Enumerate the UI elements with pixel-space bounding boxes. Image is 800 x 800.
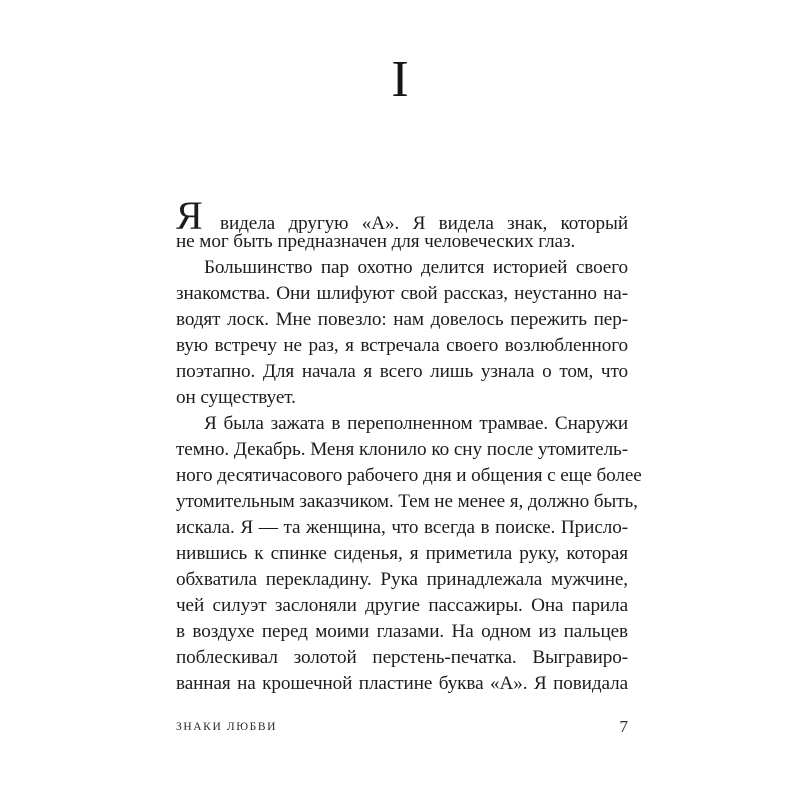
text-line: утомительным заказчиком. Тем не менее я, должно быть,	[176, 491, 638, 512]
text-line: поблескивал золотой перстень-печатка. Выгравиро-	[176, 647, 628, 668]
text-line: он существует.	[176, 387, 296, 408]
text-line: водят лоск. Мне повезло: нам довелось пережить пер-	[176, 309, 628, 330]
page-number: 7	[619, 717, 628, 736]
text-line: обхватила перекладину. Рука принадлежала мужчине,	[176, 569, 628, 590]
text-line	[176, 193, 628, 238]
text-line: Я была зажата в переполненном трамвае. Снаружи	[204, 413, 628, 434]
text-line: вую встречу не раз, я встречала своего возлюбленного	[176, 335, 628, 356]
chapter-number: I	[391, 51, 409, 108]
text-line: ного десятичасового рабочего дня и общения с еще более	[176, 465, 642, 486]
text-line-rest: видела другую «А». Я видела знак, который	[206, 213, 628, 234]
text-line: поэтапно. Для начала я всего лишь узнала о том, что	[176, 361, 628, 382]
text-line: нившись к спинке сиденья, я приметила руку, которая	[176, 543, 628, 564]
text-line: искала. Я — та женщина, что всегда в поиске. Присло-	[176, 517, 628, 538]
text-line: знакомства. Они шлифуют свой рассказ, неустанно на-	[176, 283, 628, 304]
text-line: темно. Декабрь. Меня клонило ко сну после утомитель-	[176, 439, 628, 460]
text-line: в воздухе перед моими глазами. На одном из пальцев	[176, 621, 628, 642]
body-text	[176, 193, 642, 697]
text-line: чей силуэт заслоняли другие пассажиры. Она парила	[176, 595, 628, 616]
drop-cap: Я	[176, 193, 203, 238]
running-head: ЗНАКИ ЛЮБВИ	[176, 721, 278, 733]
text-line: Большинство пар охотно делится историей своего	[204, 257, 628, 278]
text-line: не мог быть предназначен для человеческих глаз.	[176, 231, 576, 252]
text-line: ванная на крошечной пластине буква «А». Я повидала	[176, 673, 628, 694]
